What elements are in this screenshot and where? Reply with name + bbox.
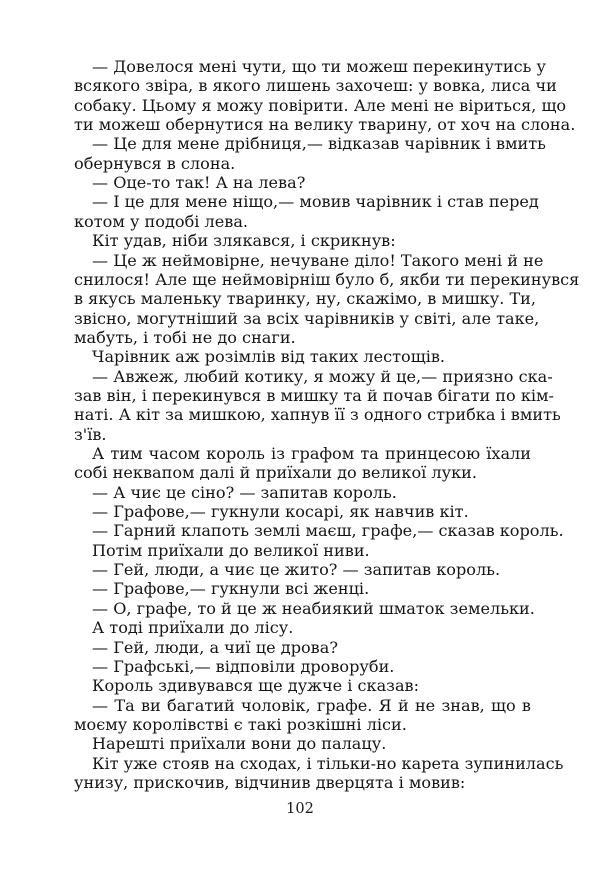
text-line: — Довелося мені чути, що ти можеш перекинутись у: [92, 57, 546, 76]
text-line: — Графове,— гукнули всі женці.: [92, 579, 370, 599]
text-line: — Та ви багатий чоловік, графе. Я й не знав, що в: [92, 695, 531, 715]
text-line: Нарешті приїхали вони до палацу.: [92, 734, 387, 754]
text-line: з'їв.: [74, 424, 107, 444]
text-line: унизу, прискочив, відчинив дверцята і мовив:: [74, 772, 466, 792]
text-line: — Це ж неймовірне, нечуване діло! Такого мені й не: [92, 250, 544, 270]
text-line: в якусь маленьку тваринку, ну, скажімо, в мишку. Ти,: [74, 289, 537, 309]
text-line: — І це для мене ніщо,— мовив чарівник і став перед: [92, 192, 539, 212]
text-line: — Графове,— гукнули косарі, як навчив кіт.: [92, 502, 469, 522]
text-line: собі неквапом далі й приїхали до великої луки.: [74, 463, 477, 483]
text-line: Кіт уже стояв на сходах, і тільки-но карета зупинилась: [92, 753, 564, 773]
text-line: А тоді приїхали до лісу.: [92, 618, 294, 638]
text-line: моєму королівстві є такі розкішні ліси.: [74, 714, 407, 734]
text-line: — Оце-то так! А на лева?: [92, 173, 306, 193]
text-line: Король здивувався ще дужче і сказав:: [92, 676, 420, 696]
text-line: — Графські,— відповіли дроворуби.: [92, 656, 395, 676]
text-line: мабуть, і тобі не до снаги.: [74, 327, 296, 347]
text-line: Кіт удав, ніби злякався, і скрикнув:: [92, 231, 396, 251]
text-line: — Гей, люди, а чиї це дрова?: [92, 637, 338, 657]
page-number: 102: [286, 801, 314, 817]
text-line: обернувся в слона.: [74, 153, 236, 173]
text-line: Чарівник аж розімлів від таких лестощів.: [92, 347, 446, 367]
text-line: — Гей, люди, а чиє це жито? — запитав король.: [92, 560, 501, 580]
text-line: А тим часом король із графом та принцесою їхали: [92, 444, 531, 463]
text-line: — А чиє це сіно? — запитав король.: [92, 482, 397, 502]
text-line: зав він, і перекинувся в мишку та й почав бігати по кім-: [74, 385, 554, 405]
text-line: наті. А кіт за мишкою, хапнув її з одного стрибка і вмить: [74, 405, 561, 425]
text-line: ти можеш обернутися на велику тварину, от хоч на слона.: [74, 115, 576, 135]
text-line: Потім приїхали до великої ниви.: [92, 540, 370, 560]
text-line: собаку. Цьому я можу повірити. Але мені не віриться, що: [74, 95, 567, 115]
text-line: всякого звіра, в якого лишень захочеш: у вовка, лиса чи: [74, 76, 557, 96]
text-line: снилося! Але ще неймовірніш було б, якби ти перекинувся: [74, 269, 580, 289]
text-line: звісно, могутніший за всіх чарівників у світі, але таке,: [74, 308, 540, 328]
text-line: — Гарний клапоть землі маєш, графе,— сказав король.: [92, 521, 564, 541]
text-line: котом у подобі лева.: [74, 211, 249, 231]
text-line: — Це для мене дрібниця,— відказав чарівник і вмить: [92, 134, 546, 154]
text-line: — О, графе, то й це ж неабиякий шматок земельки.: [92, 598, 535, 618]
text-line: — Авжеж, любий котику, я можу й це,— приязно ска-: [92, 366, 553, 386]
